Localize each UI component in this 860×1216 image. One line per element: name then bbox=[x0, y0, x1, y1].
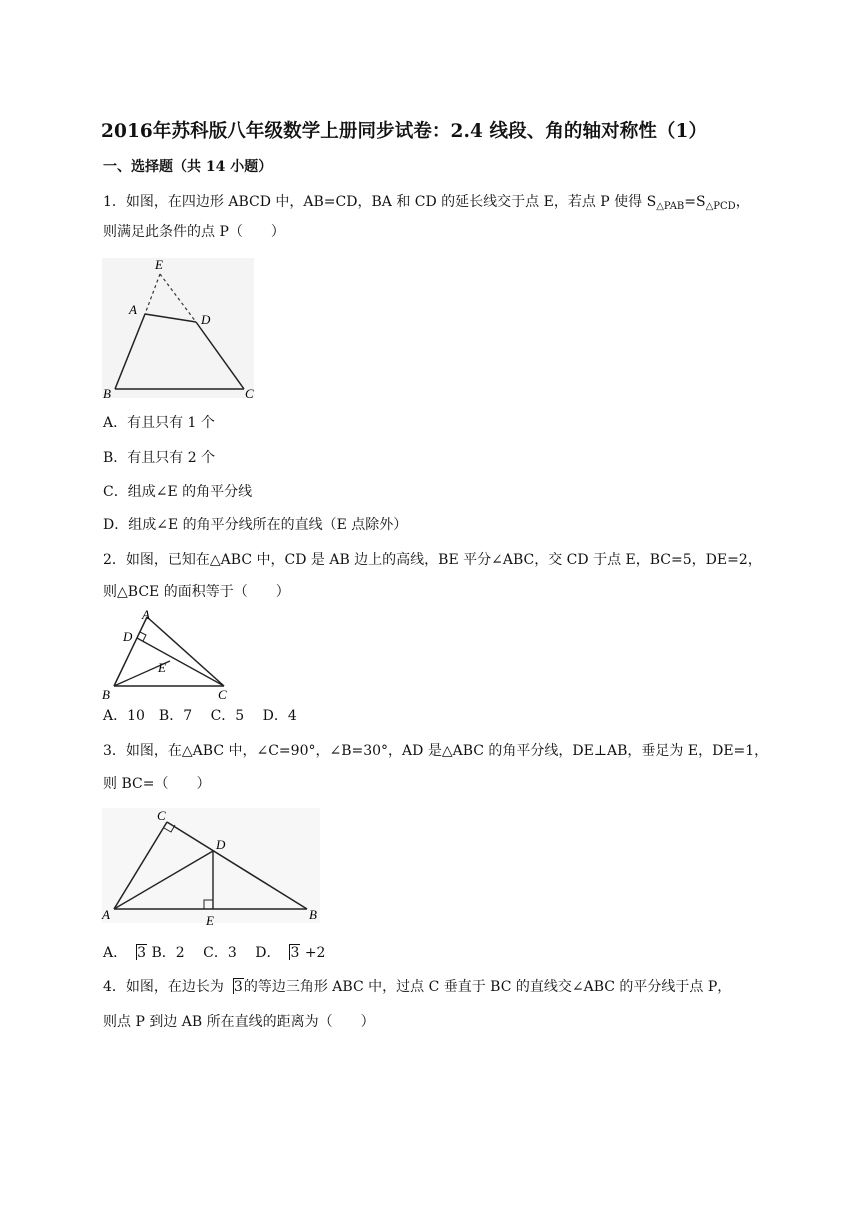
q3-option-a-sqrt bbox=[127, 943, 147, 963]
q1-option-c: C．组成∠E 的角平分线 bbox=[103, 484, 253, 500]
q2-stem-line2: 则△BCE 的面积等于（ ） bbox=[103, 584, 290, 600]
q1-stem-pre: 1．如图，在四边形 ABCD 中，AB=CD，BA 和 CD 的延长线交于点 E，若点 P 使得 S bbox=[103, 194, 657, 210]
q2-label-b: B bbox=[102, 687, 110, 702]
q3-label-c: C bbox=[157, 808, 166, 823]
q4-stem-post: 的等边三角形 ABC 中，过点 C 垂直于 BC 的直线交∠ABC 的平分线于点 P， bbox=[243, 979, 732, 995]
q1-subscript-pcd: △PCD bbox=[705, 201, 736, 212]
q1-equals: =S bbox=[684, 194, 706, 210]
q3-options bbox=[103, 943, 325, 963]
q1-stem-line1 bbox=[103, 192, 750, 217]
q4-radicand: 3 bbox=[233, 979, 243, 995]
q1-label-a: A bbox=[129, 302, 137, 317]
q3-options-bcd: B．2 C．3 D． bbox=[151, 945, 281, 961]
q2-side-ac bbox=[147, 617, 224, 686]
q3-option-d-sqrt bbox=[280, 943, 300, 963]
q3-label-b: B bbox=[309, 907, 317, 922]
q1-figure-background bbox=[102, 258, 254, 398]
q2-stem-line1: 2．如图，已知在△ABC 中，CD 是 AB 边上的高线，BE 平分∠ABC，交 CD 于点 E，BC=5，DE=2， bbox=[103, 552, 762, 568]
q1-label-b: B bbox=[103, 386, 111, 401]
q4-stem-line2: 则点 P 到边 AB 所在直线的距离为（ ） bbox=[103, 1014, 375, 1030]
q2-label-e: E bbox=[158, 660, 166, 675]
q3-stem-line1: 3．如图，在△ABC 中，∠C=90°，∠B=30°，AD 是△ABC 的角平分线，DE⊥AB，垂足为 E，DE=1， bbox=[103, 743, 769, 759]
q3-figure bbox=[100, 806, 325, 928]
q2-label-d: D bbox=[123, 629, 133, 644]
q3-option-d-post: +2 bbox=[300, 945, 326, 961]
section-heading: 一、选择题（共 14 小题） bbox=[103, 159, 273, 175]
q4-sqrt bbox=[224, 977, 244, 997]
q3-label-e: E bbox=[206, 913, 214, 928]
q1-label-e: E bbox=[155, 257, 163, 272]
q3-figure-background bbox=[102, 808, 320, 923]
q1-option-a: A．有且只有 1 个 bbox=[103, 415, 215, 431]
q3-option-a-radicand: 3 bbox=[137, 945, 147, 961]
q1-label-d: D bbox=[201, 312, 211, 327]
q4-stem-pre: 4．如图，在边长为 bbox=[103, 979, 224, 995]
q2-side-ab bbox=[114, 617, 147, 686]
q1-label-c: C bbox=[245, 386, 254, 401]
q2-figure bbox=[100, 606, 240, 702]
q3-label-a: A bbox=[102, 907, 110, 922]
q1-option-d: D．组成∠E 的角平分线所在的直线（E 点除外） bbox=[103, 517, 408, 533]
q1-subscript-pab: △PAB bbox=[656, 201, 685, 212]
q1-stem-post: ， bbox=[735, 194, 750, 210]
q1-stem-line2: 则满足此条件的点 P（ ） bbox=[103, 224, 285, 240]
q3-stem-line2: 则 BC=（ ） bbox=[103, 776, 211, 792]
q2-label-c: C bbox=[218, 687, 227, 702]
q3-option-a-label: A． bbox=[103, 945, 128, 961]
q3-option-d-radicand: 3 bbox=[290, 945, 300, 961]
q2-label-a: A bbox=[142, 607, 150, 622]
q1-figure bbox=[100, 256, 260, 402]
document-title: 2016年苏科版八年级数学上册同步试卷：2.4 线段、角的轴对称性（1） bbox=[101, 121, 708, 142]
q2-options: A．10 B．7 C．5 D．4 bbox=[103, 708, 297, 724]
q3-label-d: D bbox=[216, 837, 226, 852]
q4-stem-line1 bbox=[103, 977, 731, 997]
q1-option-b: B．有且只有 2 个 bbox=[103, 450, 216, 466]
q2-altitude-cd bbox=[137, 638, 224, 686]
